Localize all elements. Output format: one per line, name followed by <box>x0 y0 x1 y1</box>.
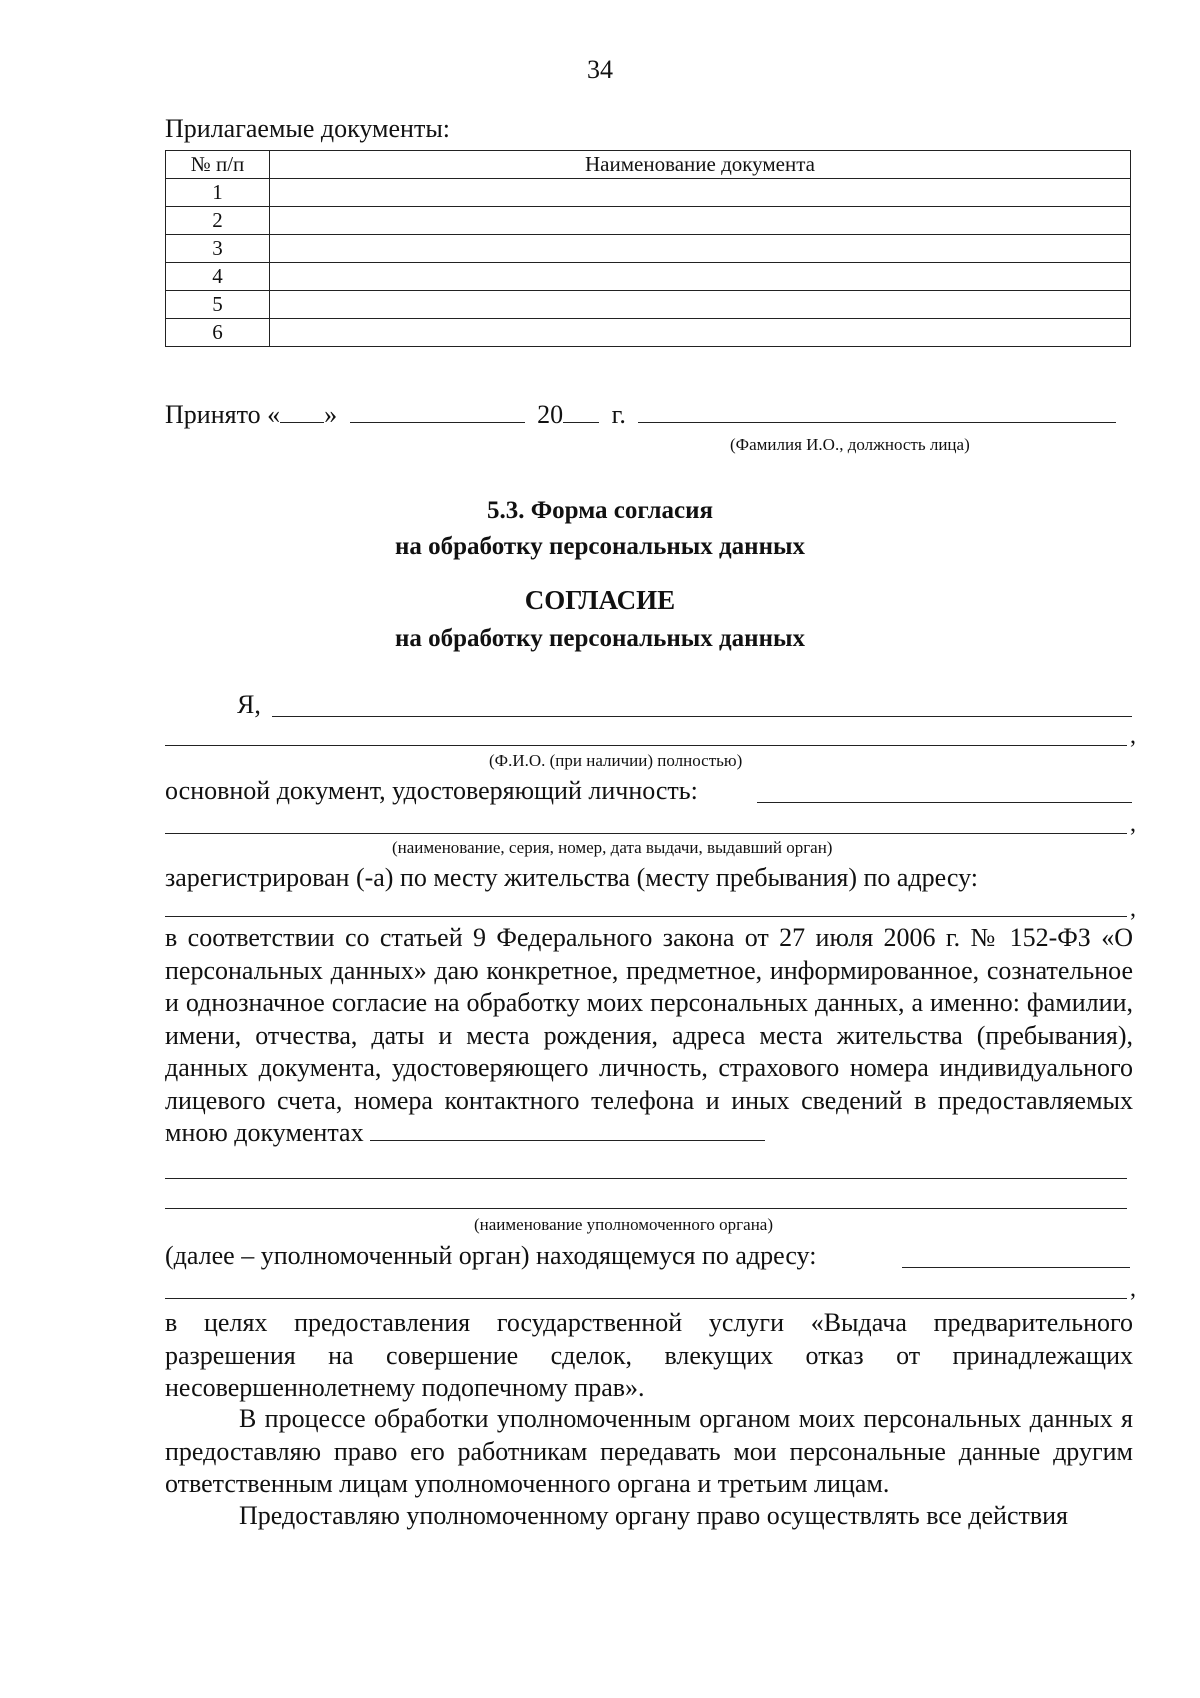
section-heading <box>0 493 1200 565</box>
organ-hint: (наименование уполномоченного органа) <box>474 1215 774 1234</box>
purpose-paragraph: в целях предоставления государственной услуги «Выдача предварительного разрешения на совершение сделок, влекущих отказ от принадлежащих несовершеннолетнему подопечному прав». <box>165 1308 1133 1402</box>
row-number: 5 <box>166 291 270 319</box>
day-blank[interactable] <box>280 400 324 423</box>
registered-address-line[interactable] <box>165 916 1127 917</box>
consent-title: СОГЛАСИЕ <box>524 585 676 615</box>
document-name-cell[interactable] <box>270 319 1131 347</box>
consent-body-text: в соответствии со статьей 9 Федерального закона от 27 июля 2006 г. № 152-ФЗ «О персональных данных» даю конкретное, предметное, информированное, сознательное и однозначное согласие на обработку моих персональных данных, а именно: фамилии, имени, отчества, даты и места рождения, адреса места жительства (пребывания), данных документа, удостоверяющего личность, страхового номера индивидуального лицевого счета, номера контактного телефона и иных сведений в предоставляемых мною документах <box>165 923 1133 1147</box>
i-label: Я, <box>237 690 261 719</box>
documents-blank[interactable] <box>370 1118 765 1141</box>
section-heading-line2: на обработку персональных данных <box>395 533 805 560</box>
table-row <box>166 179 1131 207</box>
official-name-hint: (Фамилия И.О., должность лица) <box>730 435 970 454</box>
document-name-cell[interactable] <box>270 235 1131 263</box>
document-name-cell[interactable] <box>270 179 1131 207</box>
comma: , <box>1130 1276 1136 1302</box>
attached-documents-table <box>165 150 1131 347</box>
fio-line-1[interactable] <box>272 716 1132 717</box>
consent-subtitle: на обработку персональных данных <box>395 625 805 652</box>
year-blank[interactable] <box>563 400 599 423</box>
document-name-cell[interactable] <box>270 207 1131 235</box>
organ-address-line-2[interactable] <box>165 1298 1127 1299</box>
consent-body-paragraph <box>165 922 1133 1150</box>
comma: , <box>1130 896 1136 922</box>
received-prefix: Принято « <box>165 400 281 429</box>
column-header-number: № п/п <box>166 151 270 179</box>
id-document-label: основной документ, удостоверяющий личность: <box>165 776 698 805</box>
fio-line-2[interactable] <box>165 745 1127 746</box>
actions-paragraph: Предоставляю уполномоченному органу право осуществлять все действия <box>239 1501 1069 1530</box>
table-row <box>166 319 1131 347</box>
transfer-rights-paragraph: В процессе обработки уполномоченным органом моих персональных данных я предоставляю право его работникам передавать мои персональные данные другим ответственным лицам уполномоченного органа и третьим лицам. <box>165 1404 1133 1498</box>
received-line <box>165 400 1145 430</box>
comma: , <box>1130 723 1136 749</box>
id-document-line-2[interactable] <box>165 833 1127 834</box>
table-header-row <box>166 151 1131 179</box>
year-suffix: г. <box>611 400 626 429</box>
official-name-blank[interactable] <box>638 400 1116 423</box>
row-number: 1 <box>166 179 270 207</box>
organ-line-2[interactable] <box>165 1208 1127 1209</box>
organ-address-label: (далее – уполномоченный орган) находящемуся по адресу: <box>165 1241 817 1270</box>
column-header-document-name: Наименование документа <box>270 151 1131 179</box>
document-name-cell[interactable] <box>270 263 1131 291</box>
row-number: 3 <box>166 235 270 263</box>
table-row <box>166 291 1131 319</box>
registered-label: зарегистрирован (-а) по месту жительства (месту пребывания) по адресу: <box>165 863 978 892</box>
section-heading-line1: 5.3. Форма согласия <box>486 497 714 524</box>
table-row <box>166 235 1131 263</box>
id-document-hint: (наименование, серия, номер, дата выдачи, выдавший орган) <box>392 838 833 857</box>
table-row <box>166 263 1131 291</box>
row-number: 4 <box>166 263 270 291</box>
row-number: 6 <box>166 319 270 347</box>
table-row <box>166 207 1131 235</box>
row-number: 2 <box>166 207 270 235</box>
quote-close: » <box>324 400 338 429</box>
attached-documents-title: Прилагаемые документы: <box>165 114 451 143</box>
month-blank[interactable] <box>350 400 525 423</box>
document-name-cell[interactable] <box>270 291 1131 319</box>
fio-hint: (Ф.И.О. (при наличии) полностью) <box>489 751 743 770</box>
comma: , <box>1130 811 1136 837</box>
organ-address-line-1[interactable] <box>902 1267 1130 1268</box>
organ-line-1[interactable] <box>165 1178 1127 1179</box>
year-prefix: 20 <box>537 400 564 429</box>
page-number: 34 <box>587 55 613 84</box>
id-document-line-1[interactable] <box>757 802 1132 803</box>
